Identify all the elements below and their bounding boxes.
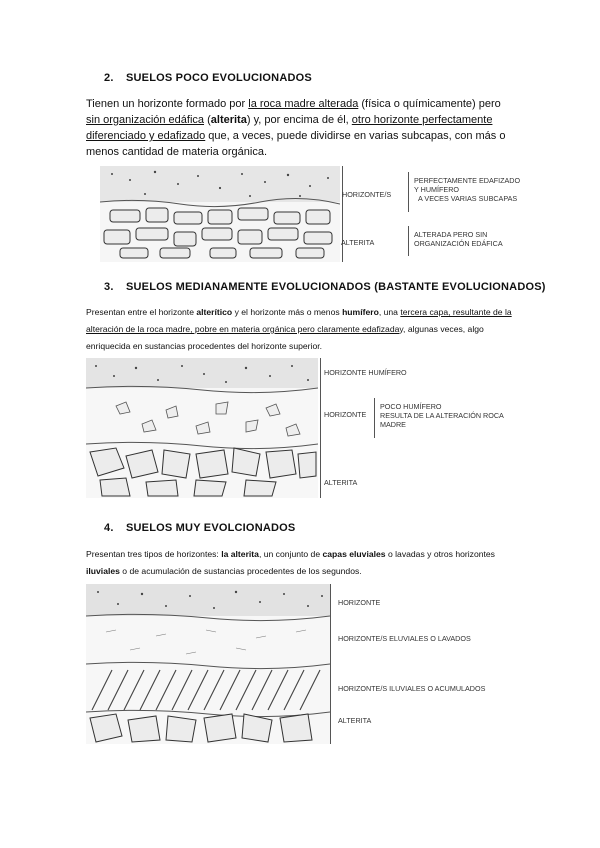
figure-3-divider	[320, 358, 321, 498]
text-run: y, algunas veces, algo enriquecida en sustancias procedentes del horizonte superior.	[86, 324, 484, 351]
figure-3-label-horizonte: HORIZONTE	[324, 410, 367, 419]
figure-2-divider	[342, 166, 343, 262]
underlined-text: sin organización edáfica	[86, 114, 205, 126]
section-2-title: SUELOS POCO EVOLUCIONADOS	[126, 72, 312, 84]
figure-2-label-horizon: HORIZONTE/S	[342, 190, 392, 199]
bold-text: capas eluviales	[322, 549, 386, 559]
text-run: o de acumulación de sustancias procedentes de los segundos.	[119, 566, 362, 576]
underlined-text: la roca madre alterada	[248, 98, 359, 110]
soil-profile-drawing	[86, 358, 318, 498]
text-run: Presentan entre el horizonte	[86, 307, 197, 317]
figure-2-brace-2	[408, 226, 409, 256]
desc-line: POCO HUMÍFERO	[380, 402, 442, 411]
bold-text: alterítico	[196, 307, 233, 317]
text-run: que, a veces, puede dividirse en varias subcapas, con más o menos cantidad de materia orgánica.	[86, 130, 506, 158]
soil-profile-figure-2	[100, 166, 340, 262]
figure-3-brace	[374, 398, 375, 438]
figure-4-label-eluvial: HORIZONTE/S ELUVIALES O LAVADOS	[338, 634, 471, 643]
bold-text: alterita	[210, 114, 247, 126]
figure-3-label-alterita: ALTERITA	[324, 478, 358, 487]
section-3-title: SUELOS MEDIANAMENTE EVOLUCIONADOS (BASTANTE EVOLUCIONADOS)	[126, 281, 546, 293]
figure-4-label-alterita: ALTERITA	[338, 716, 372, 725]
desc-line: MADRE	[380, 420, 406, 429]
text-run: Presentan tres tipos de horizontes:	[86, 549, 222, 559]
text-run: ) y, por encima de él,	[246, 114, 352, 126]
soil-profile-drawing	[86, 584, 330, 744]
text-run: Tienen un horizonte formado por	[86, 98, 249, 110]
soil-profile-figure-4	[86, 584, 330, 744]
figure-2-horizon-desc	[414, 176, 520, 203]
figure-4-label-iluvial: HORIZONTE/S ILUVIALES O ACUMULADOS	[338, 684, 486, 693]
section-2-number: 2.	[104, 72, 114, 84]
soil-profile-figure-3	[86, 358, 318, 498]
figure-4-label-top: HORIZONTE	[338, 598, 381, 607]
figure-4-divider	[330, 584, 331, 744]
section-2-heading	[104, 72, 312, 84]
section-4-number: 4.	[104, 522, 114, 534]
bold-text: humífero	[342, 307, 379, 317]
section-4-paragraph	[86, 546, 516, 580]
text-run: , un conjunto de	[258, 549, 323, 559]
text-run: , una	[378, 307, 401, 317]
text-run: (física o químicamente) pero	[358, 98, 501, 110]
figure-3-horizonte-desc	[380, 402, 504, 429]
section-4-title: SUELOS MUY EVOLCIONADOS	[126, 522, 296, 534]
section-3-number: 3.	[104, 281, 114, 293]
desc-line: PERFECTAMENTE EDAFIZADO	[414, 176, 521, 185]
figure-3-label-humifero: HORIZONTE HUMÍFERO	[324, 368, 407, 377]
text-run: (	[204, 114, 211, 126]
text-run: y el horizonte más o menos	[232, 307, 343, 317]
desc-line: ALTERADA PERO SIN	[414, 230, 488, 239]
section-3-paragraph	[86, 304, 516, 355]
figure-2-label-alterita: ALTERITA	[341, 238, 375, 247]
text-run: o lavadas y otros horizontes	[385, 549, 495, 559]
underlined-text: otro horizonte perfectamente diferenciado y edafizado	[86, 114, 493, 142]
bold-text: la alterita	[221, 549, 259, 559]
desc-line: ORGANIZACIÓN EDÁFICA	[414, 239, 503, 248]
soil-profile-drawing	[100, 166, 340, 262]
desc-line: RESULTA DE LA ALTERACIÓN ROCA	[380, 411, 504, 420]
underlined-text: tercera capa, resultante de la alteración de la roca madre, pobre en materia orgánica pero claramente edafizada	[86, 307, 512, 334]
section-3-heading	[104, 281, 546, 293]
desc-line: Y HUMÍFERO	[414, 185, 459, 194]
section-4-heading	[104, 522, 295, 534]
section-2-paragraph	[86, 96, 516, 160]
bold-text: iluviales	[86, 566, 120, 576]
figure-2-brace-1	[408, 172, 409, 212]
figure-2-alterita-desc	[414, 230, 503, 248]
desc-line: A VECES VARIAS SUBCAPAS	[418, 194, 518, 203]
